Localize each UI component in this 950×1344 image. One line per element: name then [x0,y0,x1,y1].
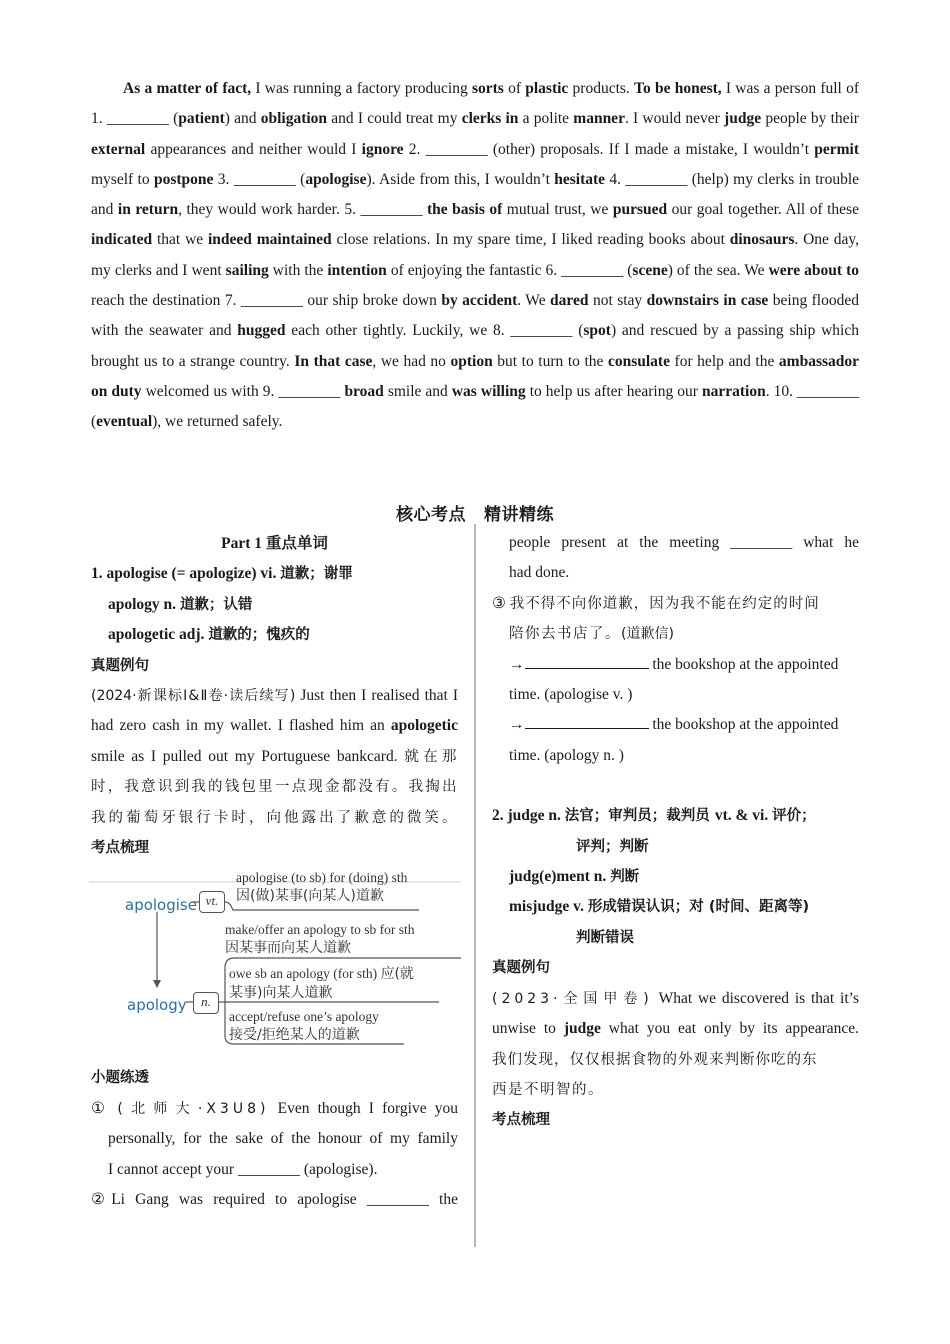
section-title-left: 核心考点 [396,505,466,525]
key-phrase: plastic [525,80,569,97]
right-column: people present at the meeting ________ what he had done. ③ 我不得不向你道歉，因为我不能在约定的时间 陪你去书店了。(道歉信) → the bookshop at the appointed time. (apologise v. ) → the bookshop at the appointed time. (apology n. ) 2. judge n. 法官；审判员；裁判员 vt. & vi. 评价； 评判；判断 judg(e)ment n. 判断 misjudge v. 形成错误认识；对 (时间、距离等) 判断错误 真题例句 (2023·全国甲卷) What we discovered is that it’s unwise to judge what you eat only by its appearance. 我们发现，仅仅根据食物的外观来判断你吃的东 西是不明智的。 考点梳理 [492,528,859,1136]
derivative-word: apologetic adj. [108,626,209,644]
key-phrase: spot [583,322,611,340]
key-phrase: ambassador on duty [91,352,860,400]
example-heading: 真题例句 [91,657,149,674]
headword: 1. apologise (= apologize) vi. [91,565,281,583]
key-phrase: manner [573,110,625,128]
key-phrase: As a matter of fact, [123,80,252,97]
cloze-passage [91,74,859,438]
key-phrase: dared [550,292,589,310]
diagram-word-apologise: apologise [125,896,197,915]
key-phrase: broad [344,382,384,400]
vocab-entry-apologise [91,559,458,650]
key-phrase: To be honest, [634,80,722,97]
key-phrase: narration [701,382,766,400]
key-phrase: by accident [441,292,518,310]
key-phrase: the basis of [426,201,503,219]
summary-heading: 考点梳理 [492,1112,550,1129]
diagram-usage-vt: apologise (to sb) for (doing) sth 因(做)某事(向某人)道歉 [236,870,408,905]
diagram-word-apology: apology [127,996,187,1015]
diagram-tag-n: n. [193,992,219,1014]
key-phrase: intention [327,261,387,279]
practice-question-3: ③ 我不得不向你道歉，因为我不能在约定的时间 陪你去书店了。(道歉信) → the bookshop at the appointed time. (apologise v. ) → the bookshop at the appointed time. (apology n. ) [492,594,839,764]
key-phrase: patient [178,110,225,128]
vocab-entry-judge: 2. judge n. 法官；审判员；裁判员 vt. & vi. 评价； 评判；判断 judg(e)ment n. 判断 misjudge v. 形成错误认识；对 (时间、距离等) 判断错误 [492,807,816,946]
example-sentence: (2024·新课标Ⅰ&Ⅱ卷·读后续写) Just then I realised that I had zero cash in my wallet. I flashed him an apologetic smile as I pulled out my Portuguese bankcard. 就在那时，我意识到我的钱包里一点现金都没有。我掏出我的葡萄牙银行卡时，向他露出了歉意的微笑。 [91,687,458,826]
key-phrase: scene [632,261,668,279]
left-column [91,528,458,1216]
key-phrase: downstairs in case [646,292,769,310]
key-phrase: judge [724,110,762,128]
key-phrase: sorts [471,80,504,97]
keyword: apologetic [390,717,458,735]
example-translation: 就在那时，我意识到我的钱包里一点现金都没有。我掏出我的葡萄牙银行卡时，向他露出了歉意的微笑。 [91,748,458,826]
example-sentence: (2023·全国甲卷) What we discovered is that it’s unwise to judge what you eat only by its appearance. 我们发现，仅仅根据食物的外观来判断你吃的东 西是不明智的。 [492,989,859,1098]
derivative-word: apology n. [108,595,180,613]
key-phrase: indicated [91,231,153,249]
diagram-tag-vt: vt. [199,891,225,913]
diagram-usage-n1: make/offer an apology to sb for sth 因某事而向某人道歉 [225,922,415,957]
example-heading: 真题例句 [492,960,550,977]
example-source: (2023·全国甲卷) [492,990,653,1007]
key-phrase: option [450,352,493,370]
diagram-usage-n2: owe sb an apology (for sth) 应(就 某事)向某人道歉 [229,966,414,1002]
key-phrase: apologise [305,170,367,188]
example-translation: 我们发现，仅仅根据食物的外观来判断你吃的东 [492,1051,818,1068]
key-phrase: were about to [768,261,859,279]
key-phrase: sailing [225,261,269,279]
section-title-right: 精讲精练 [484,505,554,525]
question-source: (北师大·X3U8) [117,1100,270,1117]
headword-meaning: 道歉；谢罪 [280,566,353,583]
practice-heading: 小题练透 [91,1070,149,1087]
key-phrase: eventual [96,413,153,431]
key-phrase: external [91,140,146,158]
diagram-usage-n3: accept/refuse one’s apology 接受/拒绝某人的道歉 [229,1009,379,1044]
key-phrase: obligation [260,110,328,128]
derivative-meaning: 道歉；认错 [179,596,253,613]
practice-question-1: ① (北师大·X3U8) Even though I forgive you personally, for the sake of the honour of my family I cannot accept your ________ (apologise). [91,1099,458,1178]
usage-diagram [89,866,461,1051]
column-divider [474,524,476,1247]
key-phrase: dinosaurs [729,231,795,249]
part-title: Part 1 重点单词 [221,535,328,552]
derivative-meaning: 道歉的；愧疚的 [208,627,310,644]
key-phrase: clerks in [461,110,519,128]
summary-heading: 考点梳理 [91,840,149,857]
key-phrase: hesitate [554,170,606,188]
key-phrase: In that case [294,352,373,370]
practice-question-2-cont: people present at the meeting ________ what he [509,534,859,551]
section-title [0,500,950,525]
key-phrase: was willing [451,382,526,400]
example-source: (2024·新课标Ⅰ&Ⅱ卷·读后续写) [91,688,296,705]
key-phrase: pursued [612,201,668,219]
key-phrase: permit [814,140,860,158]
key-phrase: consulate [607,352,670,370]
practice-question-2: ②Li Gang was required to apologise ________ the [91,1191,458,1209]
key-phrase: indeed maintained [207,231,332,249]
key-phrase: postpone [153,170,214,188]
keyword: judge [563,1020,601,1038]
key-phrase: hugged [237,322,286,340]
passage-paragraph: As a matter of fact, I was running a factory producing sorts of plastic products. To be honest, I was a person full of 1. ________ (patient) and obligation and I could treat my clerks in a polite manner. I would never judge people by their external appearances and neither would I ignore 2. ________ (other) proposals. If I made a mistake, I wouldn’t permit myself to postpone 3. ________ (apologise). Aside from this, I wouldn’t hesitate 4. ________ (help) my clerks in trouble and in return, they would work harder. 5. ________ the basis of mutual trust, we pursued our goal together. All of these indicated that we indeed maintained close relations. In my spare time, I liked reading books about dinosaurs. One day, my clerks and I went sailing with the intention of enjoying the fantastic 6. ________ (scene) of the sea. We were about to reach the destination 7. ________ our ship broke down by accident. We dared not stay downstairs in case being flooded with the seawater and hugged each other tightly. Luckily, we 8. ________ (spot) and rescued by a passing ship which brought us to a strange country. In that case, we had no option but to turn to the consulate for help and the ambassador on duty welcomed us with 9. ________ broad smile and was willing to help us after hearing our narration. 10. ________ (eventual), we returned safely. [91,80,860,431]
answer-blank[interactable] [525,653,649,669]
key-phrase: ignore [361,140,404,158]
key-phrase: in return [117,201,179,219]
answer-blank[interactable] [525,713,649,729]
